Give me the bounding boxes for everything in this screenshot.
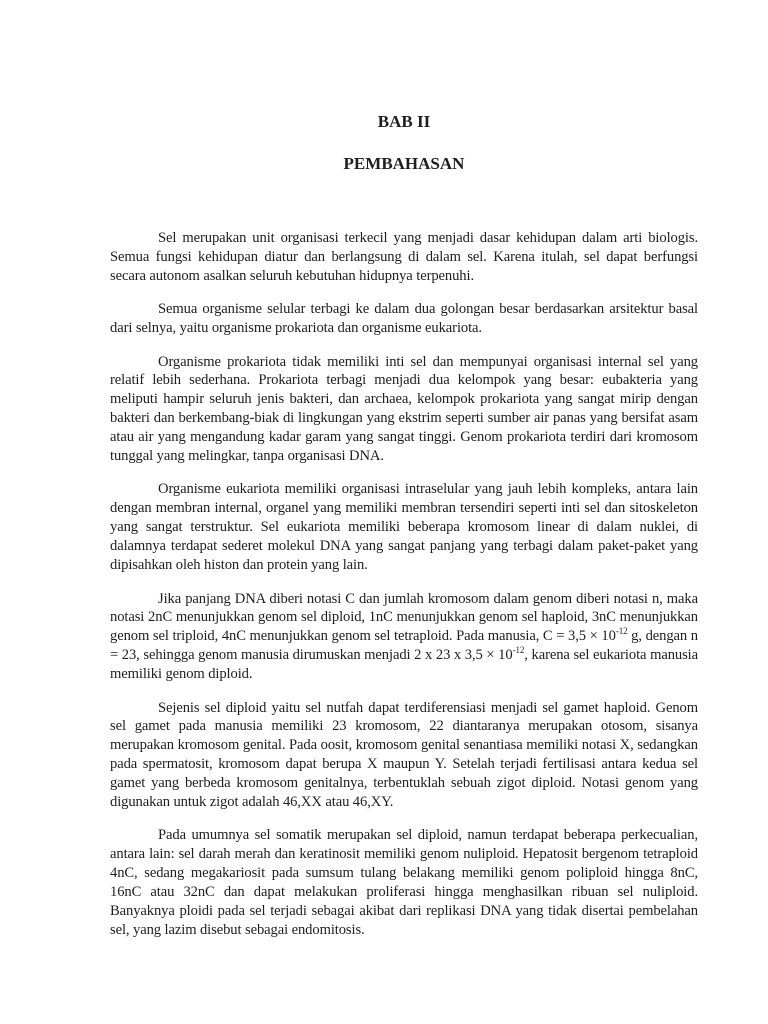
document-page <box>110 112 698 954</box>
text-segment: g, dengan n = 23, sehingga genom manusia dirumuskan menjadi 2 x 23 x 3,5 × 10 <box>110 628 698 664</box>
paragraph-dna-notation <box>110 590 698 685</box>
paragraph: Organisme eukariota memiliki organisasi intraselular yang jauh lebih kompleks, antara lain dengan membran internal, organel yang memiliki membran tersendiri seperti inti sel dan sitoskeleton yang sangat terstruktur. Sel eukariota memiliki beberapa kromosom linear di dalam nuklei, di dalamnya terdapat sederet molekul DNA yang sangat panjang yang terbagi dalam paket-paket yang dipisahkan oleh histon dan protein yang lain. <box>110 481 698 574</box>
paragraph: Organisme prokariota tidak memiliki inti sel dan mempunyai organisasi internal sel yang relatif lebih sederhana. Prokariota terbagi menjadi dua kelompok yang besar: eubakteria yang meliputi hampir seluruh jenis bakteri, dan archaea, kelompok prokariota yang sangat mirip dengan bakteri dan berkembang-biak di lingkungan yang ekstrim seperti sumber air panas yang bersifat asam atau air yang mengandung kadar garam yang sangat tinggi. Genom prokariota terdiri dari kromosom tunggal yang melingkar, tanpa organisasi DNA. <box>110 353 698 465</box>
chapter-title: PEMBAHASAN <box>343 154 465 173</box>
text-segment: , karena sel eukariota manusia memiliki genom diploid. <box>110 647 698 683</box>
paragraph: Semua organisme selular terbagi ke dalam dua golongan besar berdasarkan arsitektur basal dari selnya, yaitu organisme prokariota dan organisme eukariota. <box>110 301 698 337</box>
paragraph: Sel merupakan unit organisasi terkecil yang menjadi dasar kehidupan dalam arti biologis. Semua fungsi kehidupan diatur dan berlangsung di dalam sel. Karena itulah, sel dapat berfungsi secara autonom asalkan seluruh kebutuhan hidupnya terpenuhi. <box>110 230 698 284</box>
paragraph: Pada umumnya sel somatik merupakan sel diploid, namun terdapat beberapa perkecualian, antara lain: sel darah merah dan keratinosit memiliki genom nuliploid. Hepatosit bergenom tetraploid 4nC, sedang megakariosit pada sumsum tulang belakang memiliki genom poliploid hingga 8nC, 16nC atau 32nC dan dapat melakukan proliferasi hingga menghasilkan ribuan sel nuliploid. Banyaknya ploidi pada sel terjadi sebagai akibat dari replikasi DNA yang tidak disertai pembelahan sel, yang lazim disebut sebagai endomitosis. <box>110 827 698 938</box>
paragraph: Sejenis sel diploid yaitu sel nutfah dapat terdiferensiasi menjadi sel gamet haploid. Genom sel gamet pada manusia memiliki 23 kromosom, 22 diantaranya merupakan otosom, sisanya merupakan kromosom genital. Pada oosit, kromosom genital senantiasa memiliki notasi X, sedangkan pada spermatosit, kromosom dapat berupa X maupun Y. Setelah terjadi fertilisasi antara kedua sel gamet yang berbeda kromosom genitalnya, terbentuklah sebuah zigot diploid. Notasi genom yang digunakan untuk zigot adalah 46,XX atau 46,XY. <box>110 699 698 811</box>
exponent: -12 <box>615 626 628 637</box>
chapter-heading: BAB II <box>377 112 431 131</box>
text-segment: Jika panjang DNA diberi notasi C dan jumlah kromosom dalam genom diberi notasi n, maka notasi 2nC menunjukkan genom sel diploid, 1nC menunjukkan genom sel haploid, 3nC menunjukkan genom sel triploid, 4nC menunjukkan genom sel tetraploid. Pada manusia, C = 3,5 × 10 <box>110 590 698 645</box>
exponent: -12 <box>512 645 525 656</box>
